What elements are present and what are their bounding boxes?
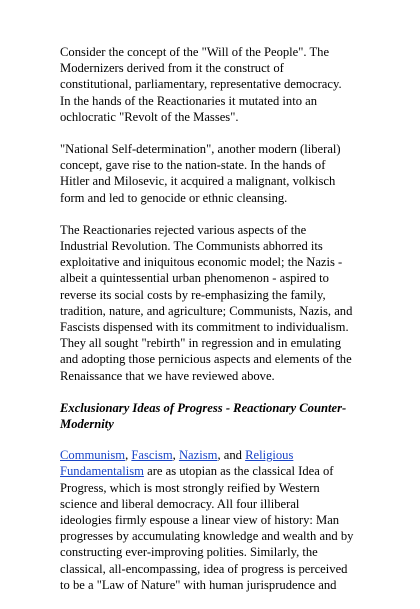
separator: , [125, 448, 132, 463]
document-page [60, 44, 378, 609]
text-line: ochlocratic "Revolt of the Masses". [60, 109, 239, 124]
text-line: Consider the concept of the "Will of the People". The [60, 45, 330, 59]
text-line: science and liberal democracy. All four illiberal [60, 496, 300, 511]
text-line: to be a "Law of Nature" with human jurisprudence and [60, 577, 337, 592]
link-communism[interactable]: Communism [60, 448, 126, 463]
paragraph-industrial-revolution [60, 222, 378, 384]
heading-line: Exclusionary Ideas of Progress - Reactionary Counter- [60, 400, 347, 415]
section-heading [60, 400, 378, 432]
text-line: albeit a quintessential urban phenomenon - aspired to [60, 271, 329, 286]
text-line: concept, gave rise to the nation-state. In the hands of [60, 158, 326, 173]
text-line: Progress, which is most strongly reified by Western [60, 480, 320, 495]
link-nazism[interactable]: Nazism [178, 448, 218, 463]
text-line: The Reactionaries rejected various aspects of the [60, 222, 307, 237]
text-line: progresses by accumulating knowledge and wealth and by [60, 529, 354, 544]
text-line: exploitative and iniquitous economic model; the Nazis - [60, 255, 343, 270]
link-religious-fundamentalism-part2[interactable]: Fundamentalism [60, 464, 144, 479]
text-line: constitutional, parliamentary, representative democracy. [60, 77, 342, 92]
text-line: They all sought "rebirth" in regression and in emulating [60, 336, 341, 351]
text-line: Industrial Revolution. The Communists abhorred its [60, 239, 323, 254]
separator: , and [217, 448, 246, 463]
text-line [60, 463, 378, 479]
link-fascism[interactable]: Fascism [131, 448, 173, 463]
text-line: classical, all-encompassing, idea of progress is perceived [60, 561, 348, 576]
text-line: constructing ever-improving polities. Similarly, the [60, 545, 318, 560]
paragraph-national-self-determination [60, 141, 378, 206]
separator: , [172, 448, 179, 463]
paragraph-will-of-the-people [60, 44, 378, 125]
text-line: form and led to genocide or ethnic cleansing. [60, 190, 288, 205]
text-line: Fascists dispensed with its commitment to individualism. [60, 320, 349, 335]
text-fragment: are as utopian as the classical Idea of [143, 464, 334, 479]
text-line: Renaissance that we have reviewed above. [60, 368, 275, 383]
text-line: Modernizers derived from it the construct of [60, 61, 284, 76]
text-line: "National Self-determination", another modern (liberal) [60, 142, 341, 157]
text-line: tradition, nature, and agriculture; Communists, Nazis, and [60, 303, 353, 318]
text-line: Hitler and Milosevic, it acquired a malignant, volkisch [60, 174, 336, 189]
text-line: ideologies firmly espouse a linear view of history: Man [60, 513, 340, 528]
text-line [60, 447, 378, 463]
paragraph-exclusionary-progress [60, 447, 378, 593]
text-line: In the hands of the Reactionaries it mutated into an [60, 93, 318, 108]
text-line: reverse its social costs by re-emphasizing the family, [60, 287, 326, 302]
link-religious-fundamentalism-part1[interactable]: Religious [245, 448, 294, 463]
text-line: and adopting those pernicious aspects and elements of the [60, 352, 352, 367]
heading-line: Modernity [60, 417, 114, 432]
